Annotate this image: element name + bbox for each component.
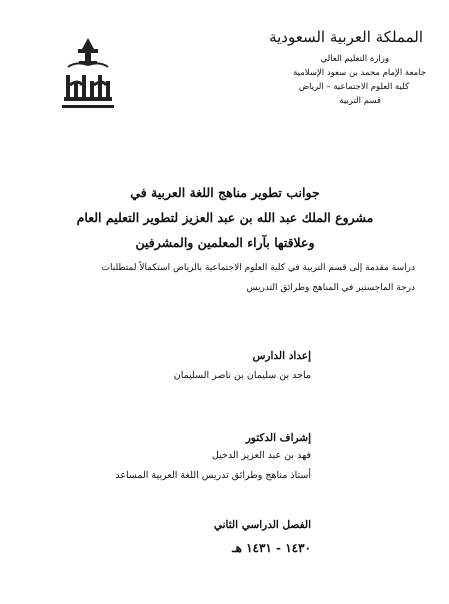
academic-year: ١٤٣٠ - ١٤٣١ هـ	[232, 541, 311, 555]
institution-header	[177, 28, 427, 108]
university-name: جامعة الإمام محمد بن سعود الإسلامية	[293, 68, 426, 78]
thesis-title	[50, 180, 400, 255]
semester-label: الفصل الدراسي الثاني	[213, 519, 311, 531]
university-emblem-icon	[48, 35, 128, 115]
supervisor-position: أستاذ مناهج وطرائق تدريس اللغة العربية المساعد	[115, 470, 311, 481]
student-name: ماجد بن سليمان بن ناصر السليمان	[173, 370, 311, 381]
ministry-name: وزارة التعليم العالي	[320, 54, 389, 64]
title-line-3: وعلاقتها بآراء المعلمين والمشرفين	[135, 235, 315, 250]
department-name: قسم التربية	[339, 96, 381, 106]
college-name: كلية العلوم الاجتماعية – الرياض	[298, 82, 409, 92]
supervisor-name: فهد بن عبد العزيز الدخيل	[211, 450, 311, 461]
study-line-1: دراسة مقدمة إلى قسم التربية في كلية العلوم الاجتماعية بالرياض استكمالاً لمتطلبات	[101, 263, 415, 273]
study-statement	[30, 258, 415, 298]
study-line-2: درجة الماجستير في المناهج وطرائق التدريس	[246, 283, 415, 293]
supervisor-label: إشراف الدكتور	[245, 432, 311, 444]
title-line-1: جوانب تطوير مناهج اللغة العربية في	[130, 185, 320, 200]
prepared-by-label: إعداد الدارس	[252, 350, 311, 362]
title-line-2: مشروع الملك عبد الله بن عبد العزيز لتطوير التعليم العام	[76, 210, 374, 225]
kingdom-name: المملكة العربية السعودية	[269, 28, 423, 46]
